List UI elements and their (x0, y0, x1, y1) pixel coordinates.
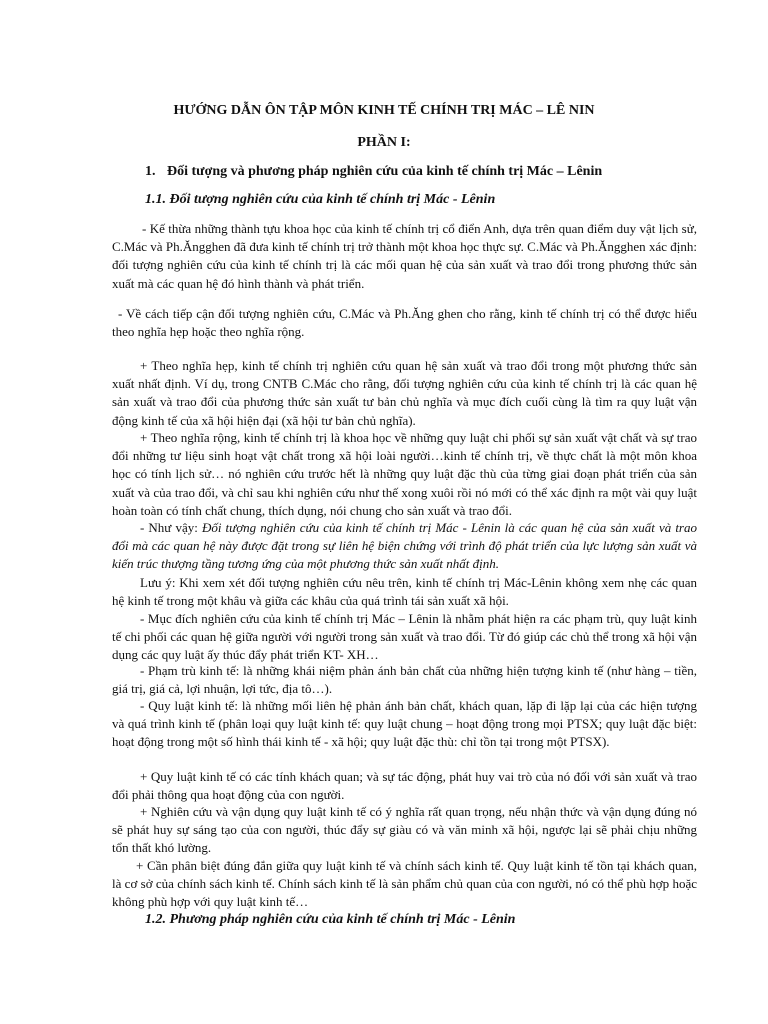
paragraph: Lưu ý: Khi xem xét đối tượng nghiên cứu nêu trên, kinh tế chính trị Mác-Lênin không xem nhẹ các quan hệ kinh tế trong một khâu và giữa các khâu của quá trình tái sản xuất xã hội. (112, 575, 697, 609)
subsection-heading-1-1: 1.1. Đối tượng nghiên cứu của kinh tế chính trị Mác - Lênin (145, 192, 496, 207)
section-heading (145, 164, 602, 180)
paragraph: + Theo nghĩa hẹp, kinh tế chính trị nghiên cứu quan hệ sản xuất và trao đổi trong một phương thức sản xuất nhất định. Ví dụ, trong CNTB C.Mác cho rằng, đối tượng nghiên cứu của kinh tế chính trị là các quan hệ sản xuất và trao đổi của phương thức sản xuất tư bản chủ nghĩa và mục đích cuối cùng là tìm ra quy luật vận động kinh tế của xã hội hiện đại (xã hội tư bản chủ nghĩa). (112, 358, 697, 428)
document-title: HƯỚNG DẪN ÔN TẬP MÔN KINH TẾ CHÍNH TRỊ MÁC – LÊ NIN (173, 103, 595, 118)
section-title: Đối tượng và phương pháp nghiên cứu của kinh tế chính trị Mác – Lênin (167, 164, 603, 179)
paragraph: + Quy luật kinh tế có các tính khách quan; và sự tác động, phát huy vai trò của nó đối với sản xuất và trao đổi phải thông qua hoạt động của con người. (112, 769, 697, 803)
paragraph: - Quy luật kinh tế: là những mối liên hệ phản ánh bản chất, khách quan, lặp đi lặp lại của các hiện tượng và quá trình kinh tế (phân loại quy luật kinh tế: quy luật chung – hoạt động trong mọi PTSX; quy luật đặc biệt: hoạt động trong một số hình thái kinh tế - xã hội; quy luật đặc thù: chỉ tồn tại trong một PTSX). (112, 698, 697, 750)
paragraph: - Về cách tiếp cận đối tượng nghiên cứu, C.Mác và Ph.Ăng ghen cho rằng, kinh tế chính trị có thể được hiểu theo nghĩa hẹp hoặc theo nghĩa rộng. (112, 306, 697, 340)
paragraph: - Phạm trù kinh tế: là những khái niệm phản ánh bản chất của những hiện tượng kinh tế (như hàng – tiền, giá trị, giá cả, lợi nhuận, lợi tức, địa tô…). (112, 663, 697, 697)
paragraph-lead: - Như vậy: (140, 520, 202, 535)
definition-text: Đối tượng nghiên cứu của kinh tế chính trị Mác - Lênin là các quan hệ của sản xuất và trao đổi mà các quan hệ này được đặt trong sự liên hệ biện chứng với trình độ phát triển của lực lượng sản xuất và kiến trúc thượng tầng tương ứng của một phương thức sản xuất nhất định. (112, 520, 697, 572)
paragraph: + Cần phân biệt đúng đắn giữa quy luật kinh tế và chính sách kinh tế. Quy luật kinh tế tồn tại khách quan, là cơ sở của chính sách kinh tế. Chính sách kinh tế là sản phẩm chủ quan của con người, nó có thể phù hợp hoặc không phù hợp với quy luật kinh tế… (112, 858, 697, 910)
section-number: 1. (145, 164, 156, 179)
subsection-heading-1-2: 1.2. Phương pháp nghiên cứu của kinh tế chính trị Mác - Lênin (145, 912, 516, 927)
paragraph: - Kế thừa những thành tựu khoa học của kinh tế chính trị cổ điển Anh, dựa trên quan điểm duy vật lịch sử, C.Mác và Ph.Ăngghen đã đưa kinh tế chính trị trở thành một khoa học thực sự. C.Mác và Ph.Ăngghen xác định: đối tượng nghiên cứu của kinh tế chính trị là các mối quan hệ của sản xuất và trao đổi trong phương thức sản xuất mà các quan hệ đó hình thành và phát triển. (112, 221, 697, 291)
paragraph: - Mục đích nghiên cứu của kinh tế chính trị Mác – Lênin là nhằm phát hiện ra các phạm trù, quy luật kinh tế chi phối các quan hệ giữa người với người trong sản xuất và trao đổi. Từ đó giúp các chủ thể trong xã hội vận dụng các quy luật ấy thúc đẩy phát triển KT- XH… (112, 611, 697, 663)
paragraph: + Nghiên cứu và vận dụng quy luật kinh tế có ý nghĩa rất quan trọng, nếu nhận thức và vận dụng đúng nó sẽ phát huy sự sáng tạo của con người, thúc đẩy sự giàu có và văn minh xã hội, ngược lại sẽ phải chịu những tổn thất khó lường. (112, 804, 697, 856)
paragraph: + Theo nghĩa rộng, kinh tế chính trị là khoa học về những quy luật chi phối sự sản xuất vật chất và sự trao đổi những tư liệu sinh hoạt vật chất trong xã hội loài người…kinh tế chính trị, về thực chất là một môn khoa học có tính lịch sử… nó nghiên cứu trước hết là những quy luật đặc thù của từng giai đoạn phát triển của sản xuất và của trao đổi, và chỉ sau khi nghiên cứu như thế xong xuôi rồi nó mới có thể xác định ra một vài quy luật hoàn toàn có tính chất chung, thích dụng, nói chung cho sản xuất và trao đổi. (112, 430, 697, 518)
part-heading: PHẦN I: (357, 135, 411, 150)
paragraph (112, 519, 697, 574)
